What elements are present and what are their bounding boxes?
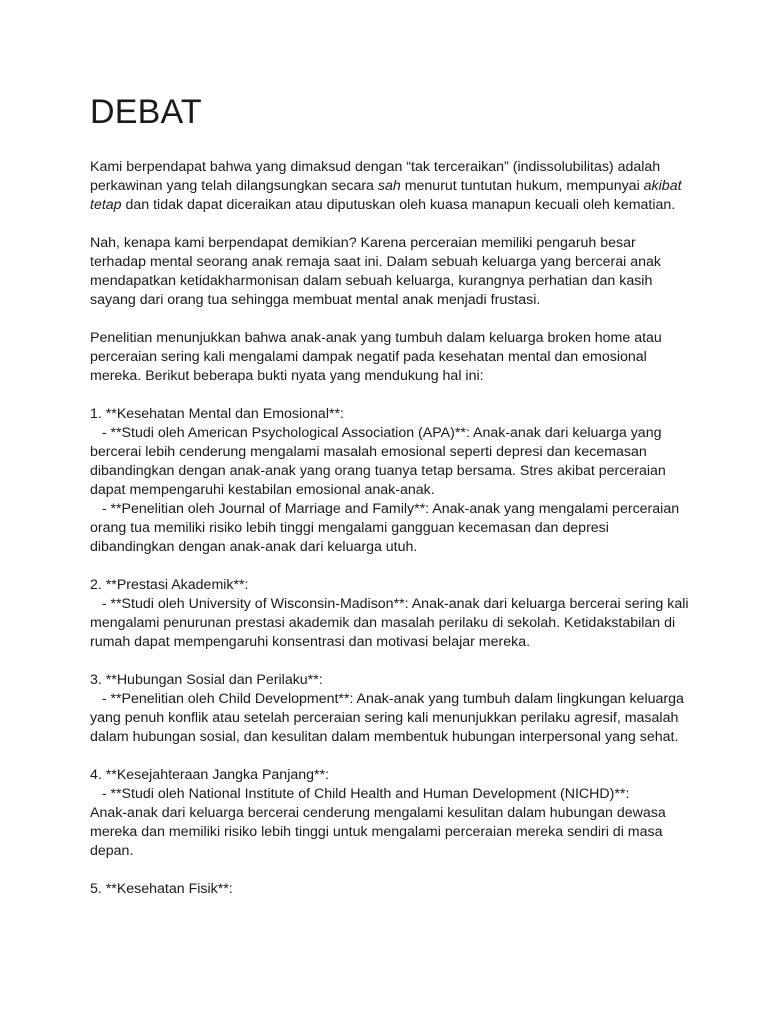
text-line: Penelitian menunjukkan bahwa anak-anak yang tumbuh dalam keluarga broken home atau <box>90 330 662 346</box>
text-line: mereka. Berikut beberapa bukti nyata yang mendukung hal ini: <box>90 368 484 384</box>
text-line: 3. **Hubungan Sosial dan Perilaku**: <box>90 672 323 688</box>
list-section-2 <box>90 576 690 652</box>
text-line: perceraian sering kali mengalami dampak negatif pada kesehatan mental dan emosional <box>90 349 647 365</box>
text-line: Kami berpendapat bahwa yang dimaksud dengan “tak terceraikan” (indissolubilitas) adalah <box>90 159 661 175</box>
document-body <box>90 158 690 918</box>
text-line: - **Studi oleh American Psychological Association (APA)**: Anak-anak dari keluarga yang <box>90 425 662 441</box>
paragraph-3 <box>90 329 690 386</box>
text-line: - **Penelitian oleh Journal of Marriage and Family**: Anak-anak yang mengalami perceraian <box>90 501 680 517</box>
text-line: yang penuh konflik atau setelah perceraian sering kali menunjukkan perilaku agresif, masalah <box>90 710 679 726</box>
text-line: orang tua memiliki risiko lebih tinggi mengalami gangguan kecemasan dan depresi <box>90 520 609 536</box>
document-title: DEBAT <box>90 93 202 131</box>
text-line: 2. **Prestasi Akademik**: <box>90 577 249 593</box>
paragraph-2 <box>90 234 690 310</box>
text-line: mengalami penurunan prestasi akademik dan masalah perilaku di sekolah. Ketidakstabilan di <box>90 615 676 631</box>
text-line: 1. **Kesehatan Mental dan Emosional**: <box>90 406 344 422</box>
text-line: - **Studi oleh National Institute of Child Health and Human Development (NICHD)**: <box>90 786 630 802</box>
italic-fragment: tetap <box>90 197 122 213</box>
text-line <box>90 177 690 196</box>
text-line: 5. **Kesehatan Fisik**: <box>90 881 233 897</box>
list-section-4 <box>90 766 690 861</box>
text-line: terhadap mental seorang anak remaja saat ini. Dalam sebuah keluarga yang bercerai anak <box>90 254 661 270</box>
text-line: dibandingkan dengan anak-anak dari keluarga utuh. <box>90 539 418 555</box>
text-line: - **Studi oleh University of Wisconsin-Madison**: Anak-anak dari keluarga bercerai sering kali <box>90 596 689 612</box>
text-fragment: perkawinan yang telah dilangsungkan secara <box>90 178 378 194</box>
paragraph-1 <box>90 158 690 215</box>
text-fragment: dan tidak dapat diceraikan atau diputuskan oleh kuasa manapun kecuali oleh kematian. <box>121 197 676 213</box>
list-section-3 <box>90 671 690 747</box>
text-line: dalam hubungan sosial, dan kesulitan dalam membentuk hubungan interpersonal yang sehat. <box>90 729 679 745</box>
list-section-1 <box>90 405 690 557</box>
text-line: rumah dapat mempengaruhi konsentrasi dan motivasi belajar mereka. <box>90 634 531 650</box>
text-line: dibandingkan dengan anak-anak yang orang tuanya tetap bersama. Stres akibat perceraian <box>90 463 666 479</box>
text-line: dapat mempengaruhi kestabilan emosional anak-anak. <box>90 482 435 498</box>
text-line: sayang dari orang tua sehingga membuat mental anak menjadi frustasi. <box>90 292 541 308</box>
italic-fragment: akibat <box>643 178 682 194</box>
text-line: 4. **Kesejahteraan Jangka Panjang**: <box>90 767 329 783</box>
text-line: Nah, kenapa kami berpendapat demikian? Karena perceraian memiliki pengaruh besar <box>90 235 636 251</box>
italic-fragment: sah <box>377 178 401 194</box>
text-line: bercerai lebih cenderung mengalami masalah emosional seperti depresi dan kecemasan <box>90 444 647 460</box>
text-line: depan. <box>90 843 134 859</box>
text-line: Anak-anak dari keluarga bercerai cenderung mengalami kesulitan dalam hubungan dewasa <box>90 805 666 821</box>
text-line: mendapatkan ketidakharmonisan dalam sebuah keluarga, kurangnya perhatian dan kasih <box>90 273 653 289</box>
text-line: - **Penelitian oleh Child Development**: Anak-anak yang tumbuh dalam lingkungan keluarga <box>90 691 684 707</box>
text-fragment: menurut tuntutan hukum, mempunyai <box>400 178 644 194</box>
text-line <box>90 196 690 215</box>
list-section-5 <box>90 880 690 899</box>
text-line: mereka dan memiliki risiko lebih tinggi untuk mengalami perceraian mereka sendiri di masa <box>90 824 663 840</box>
